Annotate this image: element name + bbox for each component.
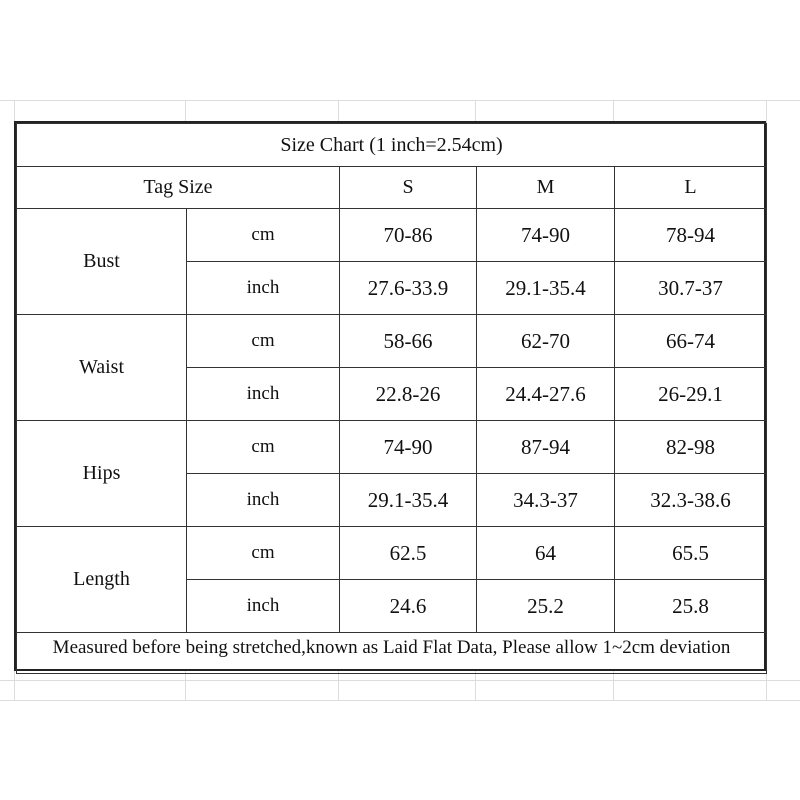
unit-label: cm [187, 209, 340, 262]
value-cell: 66-74 [615, 315, 767, 368]
measurement-note-text: Measured before being stretched,known as Laid Flat Data, Please allow 1~2cm deviation [52, 637, 731, 658]
value-cell: 65.5 [615, 527, 767, 580]
size-chart-table [16, 123, 767, 674]
value-cell: 29.1-35.4 [477, 262, 615, 315]
unit-label: cm [187, 421, 340, 474]
value-cell: 62-70 [477, 315, 615, 368]
chart-title: Size Chart (1 inch=2.54cm) [17, 124, 767, 167]
measure-label-waist: Waist [17, 315, 187, 421]
size-chart-sheet [14, 121, 766, 671]
value-cell: 82-98 [615, 421, 767, 474]
unit-label: cm [187, 315, 340, 368]
value-cell: 74-90 [477, 209, 615, 262]
value-cell: 58-66 [340, 315, 477, 368]
measure-label-hips: Hips [17, 421, 187, 527]
value-cell: 62.5 [340, 527, 477, 580]
unit-label: inch [187, 368, 340, 421]
unit-label: inch [187, 474, 340, 527]
measure-label-bust: Bust [17, 209, 187, 315]
value-cell: 64 [477, 527, 615, 580]
unit-label: inch [187, 262, 340, 315]
value-cell: 22.8-26 [340, 368, 477, 421]
size-header-m: M [477, 167, 615, 209]
value-cell: 87-94 [477, 421, 615, 474]
value-cell: 25.8 [615, 580, 767, 633]
value-cell: 34.3-37 [477, 474, 615, 527]
value-cell: 32.3-38.6 [615, 474, 767, 527]
value-cell: 74-90 [340, 421, 477, 474]
size-header-s: S [340, 167, 477, 209]
measure-label-length: Length [17, 527, 187, 633]
measurement-note [17, 633, 767, 674]
value-cell: 24.6 [340, 580, 477, 633]
value-cell: 29.1-35.4 [340, 474, 477, 527]
size-header-l: L [615, 167, 767, 209]
value-cell: 70-86 [340, 209, 477, 262]
tag-size-header: Tag Size [17, 167, 340, 209]
unit-label: inch [187, 580, 340, 633]
value-cell: 27.6-33.9 [340, 262, 477, 315]
value-cell: 24.4-27.6 [477, 368, 615, 421]
unit-label: cm [187, 527, 340, 580]
value-cell: 26-29.1 [615, 368, 767, 421]
value-cell: 25.2 [477, 580, 615, 633]
value-cell: 78-94 [615, 209, 767, 262]
value-cell: 30.7-37 [615, 262, 767, 315]
